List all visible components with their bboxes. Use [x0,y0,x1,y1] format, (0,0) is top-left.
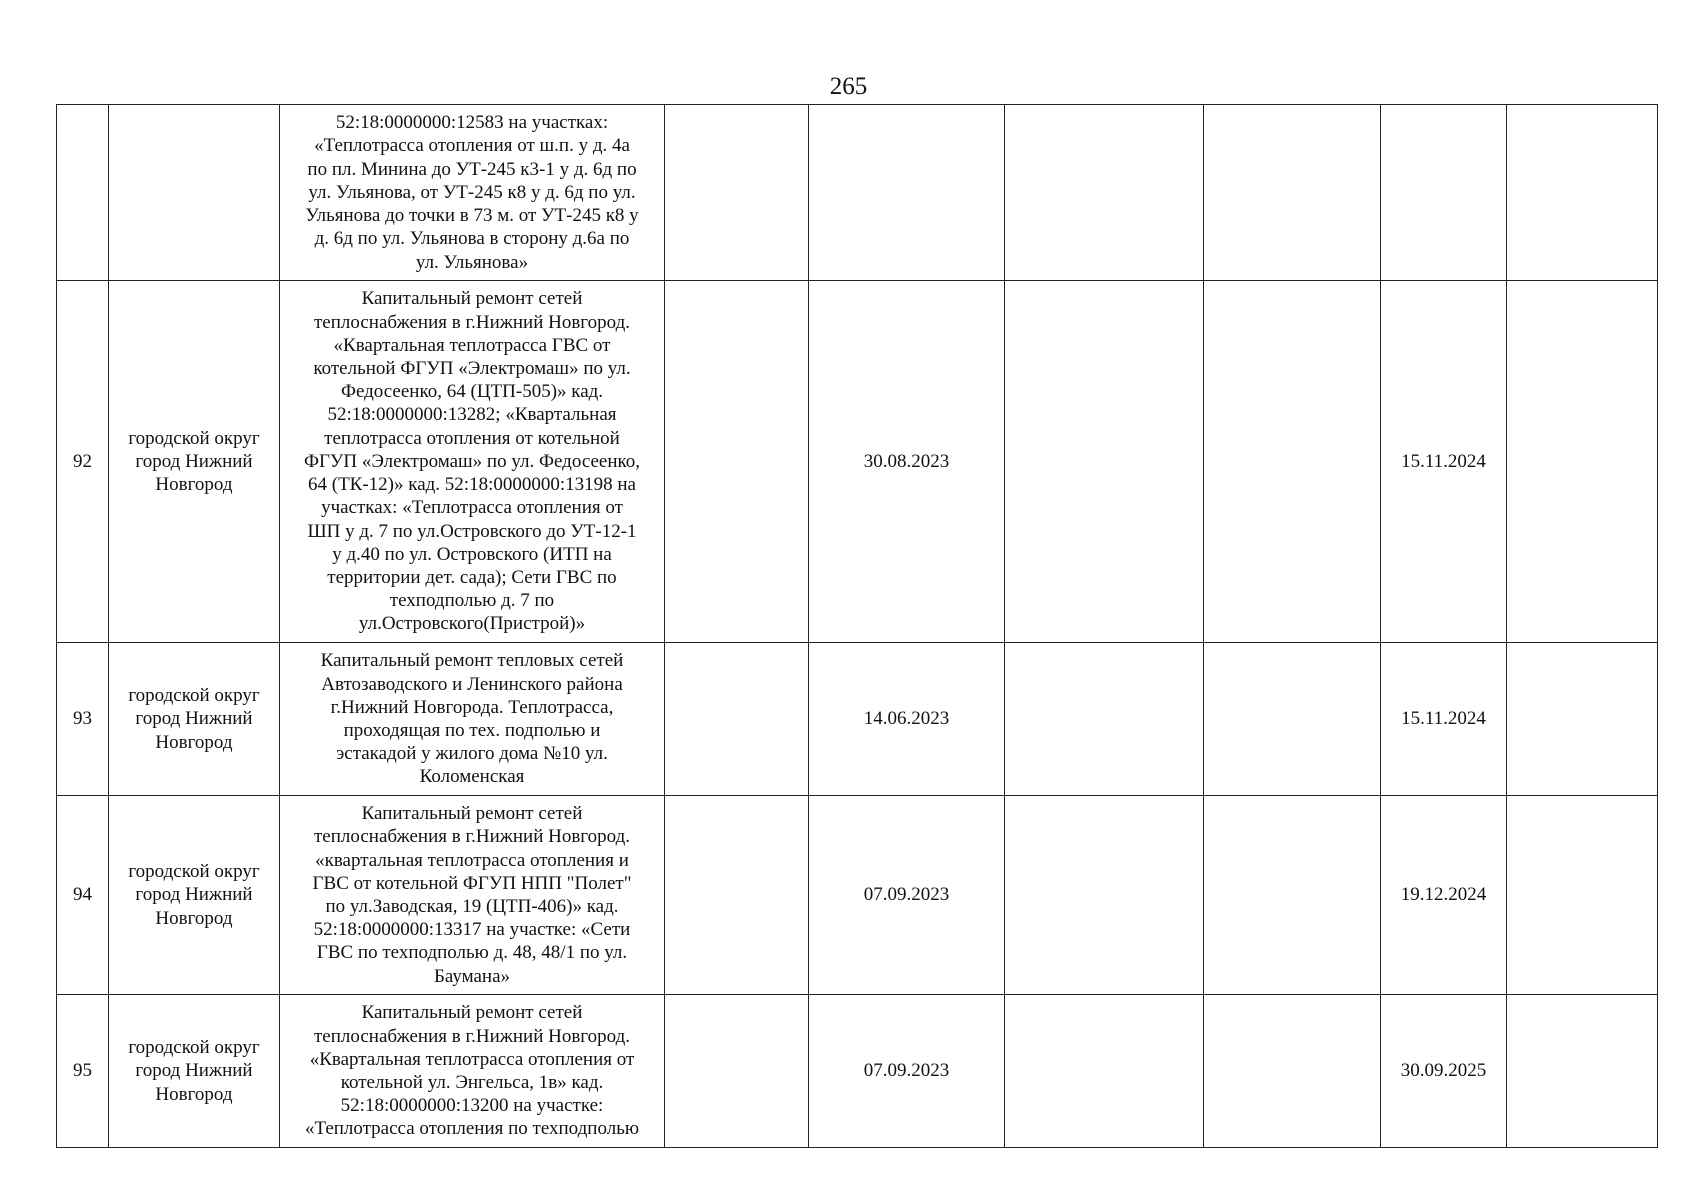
empty-cell [1005,281,1204,643]
empty-cell [665,281,809,643]
page-number: 265 [829,73,868,100]
empty-cell [1204,643,1381,796]
start-date-cell: 07.09.2023 [809,995,1005,1148]
empty-cell [1204,281,1381,643]
description-cell: 52:18:0000000:12583 на участках: «Теплотрасса отопления от ш.п. у д. 4а по пл. Минина до УТ-245 к3-1 у д. 6д по ул. Ульянова, от УТ-245 к8 у д. 6д по ул. Ульянова до точки в 73 м. от УТ-245 к8 у д. 6д по ул. Ульянова в сторону д.6а по ул. Ульянова» [280,105,665,281]
description-cell: Капитальный ремонт тепловых сетей Автозаводского и Ленинского района г.Нижний Новгорода. Теплотрасса, проходящая по тех. подполью и эстакадой у жилого дома №10 ул. Коломенская [280,643,665,796]
end-date-cell: 30.09.2025 [1381,995,1507,1148]
region-cell: городской округ город Нижний Новгород [109,643,280,796]
end-date-cell [1381,105,1507,281]
empty-cell [1204,995,1381,1148]
empty-cell [1204,796,1381,995]
empty-cell [1507,643,1658,796]
empty-cell [665,796,809,995]
end-date-cell: 15.11.2024 [1381,643,1507,796]
empty-cell [1204,105,1381,281]
table-row [57,643,1658,796]
end-date-cell: 19.12.2024 [1381,796,1507,995]
start-date-cell: 07.09.2023 [809,796,1005,995]
empty-cell [1005,995,1204,1148]
region-cell: городской округ город Нижний Новгород [109,995,280,1148]
region-cell: городской округ город Нижний Новгород [109,796,280,995]
start-date-cell: 30.08.2023 [809,281,1005,643]
empty-cell [665,995,809,1148]
region-cell [109,105,280,281]
row-number: 94 [57,796,109,995]
empty-cell [1005,643,1204,796]
empty-cell [1005,796,1204,995]
empty-cell [665,643,809,796]
table-row [57,105,1658,281]
works-table [56,104,1658,1148]
empty-cell [1507,796,1658,995]
start-date-cell [809,105,1005,281]
empty-cell [1507,105,1658,281]
end-date-cell: 15.11.2024 [1381,281,1507,643]
empty-cell [1005,105,1204,281]
row-number: 93 [57,643,109,796]
table-row [57,281,1658,643]
empty-cell [1507,995,1658,1148]
description-cell: Капитальный ремонт сетей теплоснабжения в г.Нижний Новгород. «квартальная теплотрасса отопления и ГВС от котельной ФГУП НПП "Полет" по ул.Заводская, 19 (ЦТП-406)» кад. 52:18:0000000:13317 на участке: «Сети ГВС по техподполью д. 48, 48/1 по ул. Баумана» [280,796,665,995]
description-cell: Капитальный ремонт сетей теплоснабжения в г.Нижний Новгород. «Квартальная теплотрасса отопления от котельной ул. Энгельса, 1в» кад. 52:18:0000000:13200 на участке: «Теплотрасса отопления по техподполью [280,995,665,1148]
row-number: 92 [57,281,109,643]
row-number: 95 [57,995,109,1148]
start-date-cell: 14.06.2023 [809,643,1005,796]
description-cell: Капитальный ремонт сетей теплоснабжения в г.Нижний Новгород. «Квартальная теплотрасса ГВС от котельной ФГУП «Электромаш» по ул. Федосеенко, 64 (ЦТП-505)» кад. 52:18:0000000:13282; «Квартальная теплотрасса отопления от котельной ФГУП «Электромаш» по ул. Федосеенко, 64 (ТК-12)» кад. 52:18:0000000:13198 на участках: «Теплотрасса отопления от ШП у д. 7 по ул.Островского до УТ-12-1 у д.40 по ул. Островского (ИТП на территории дет. сада); Сети ГВС по техподполью д. 7 по ул.Островского(Пристрой)» [280,281,665,643]
empty-cell [1507,281,1658,643]
empty-cell [665,105,809,281]
table-row [57,796,1658,995]
table-row [57,995,1658,1148]
region-cell: городской округ город Нижний Новгород [109,281,280,643]
row-number [57,105,109,281]
